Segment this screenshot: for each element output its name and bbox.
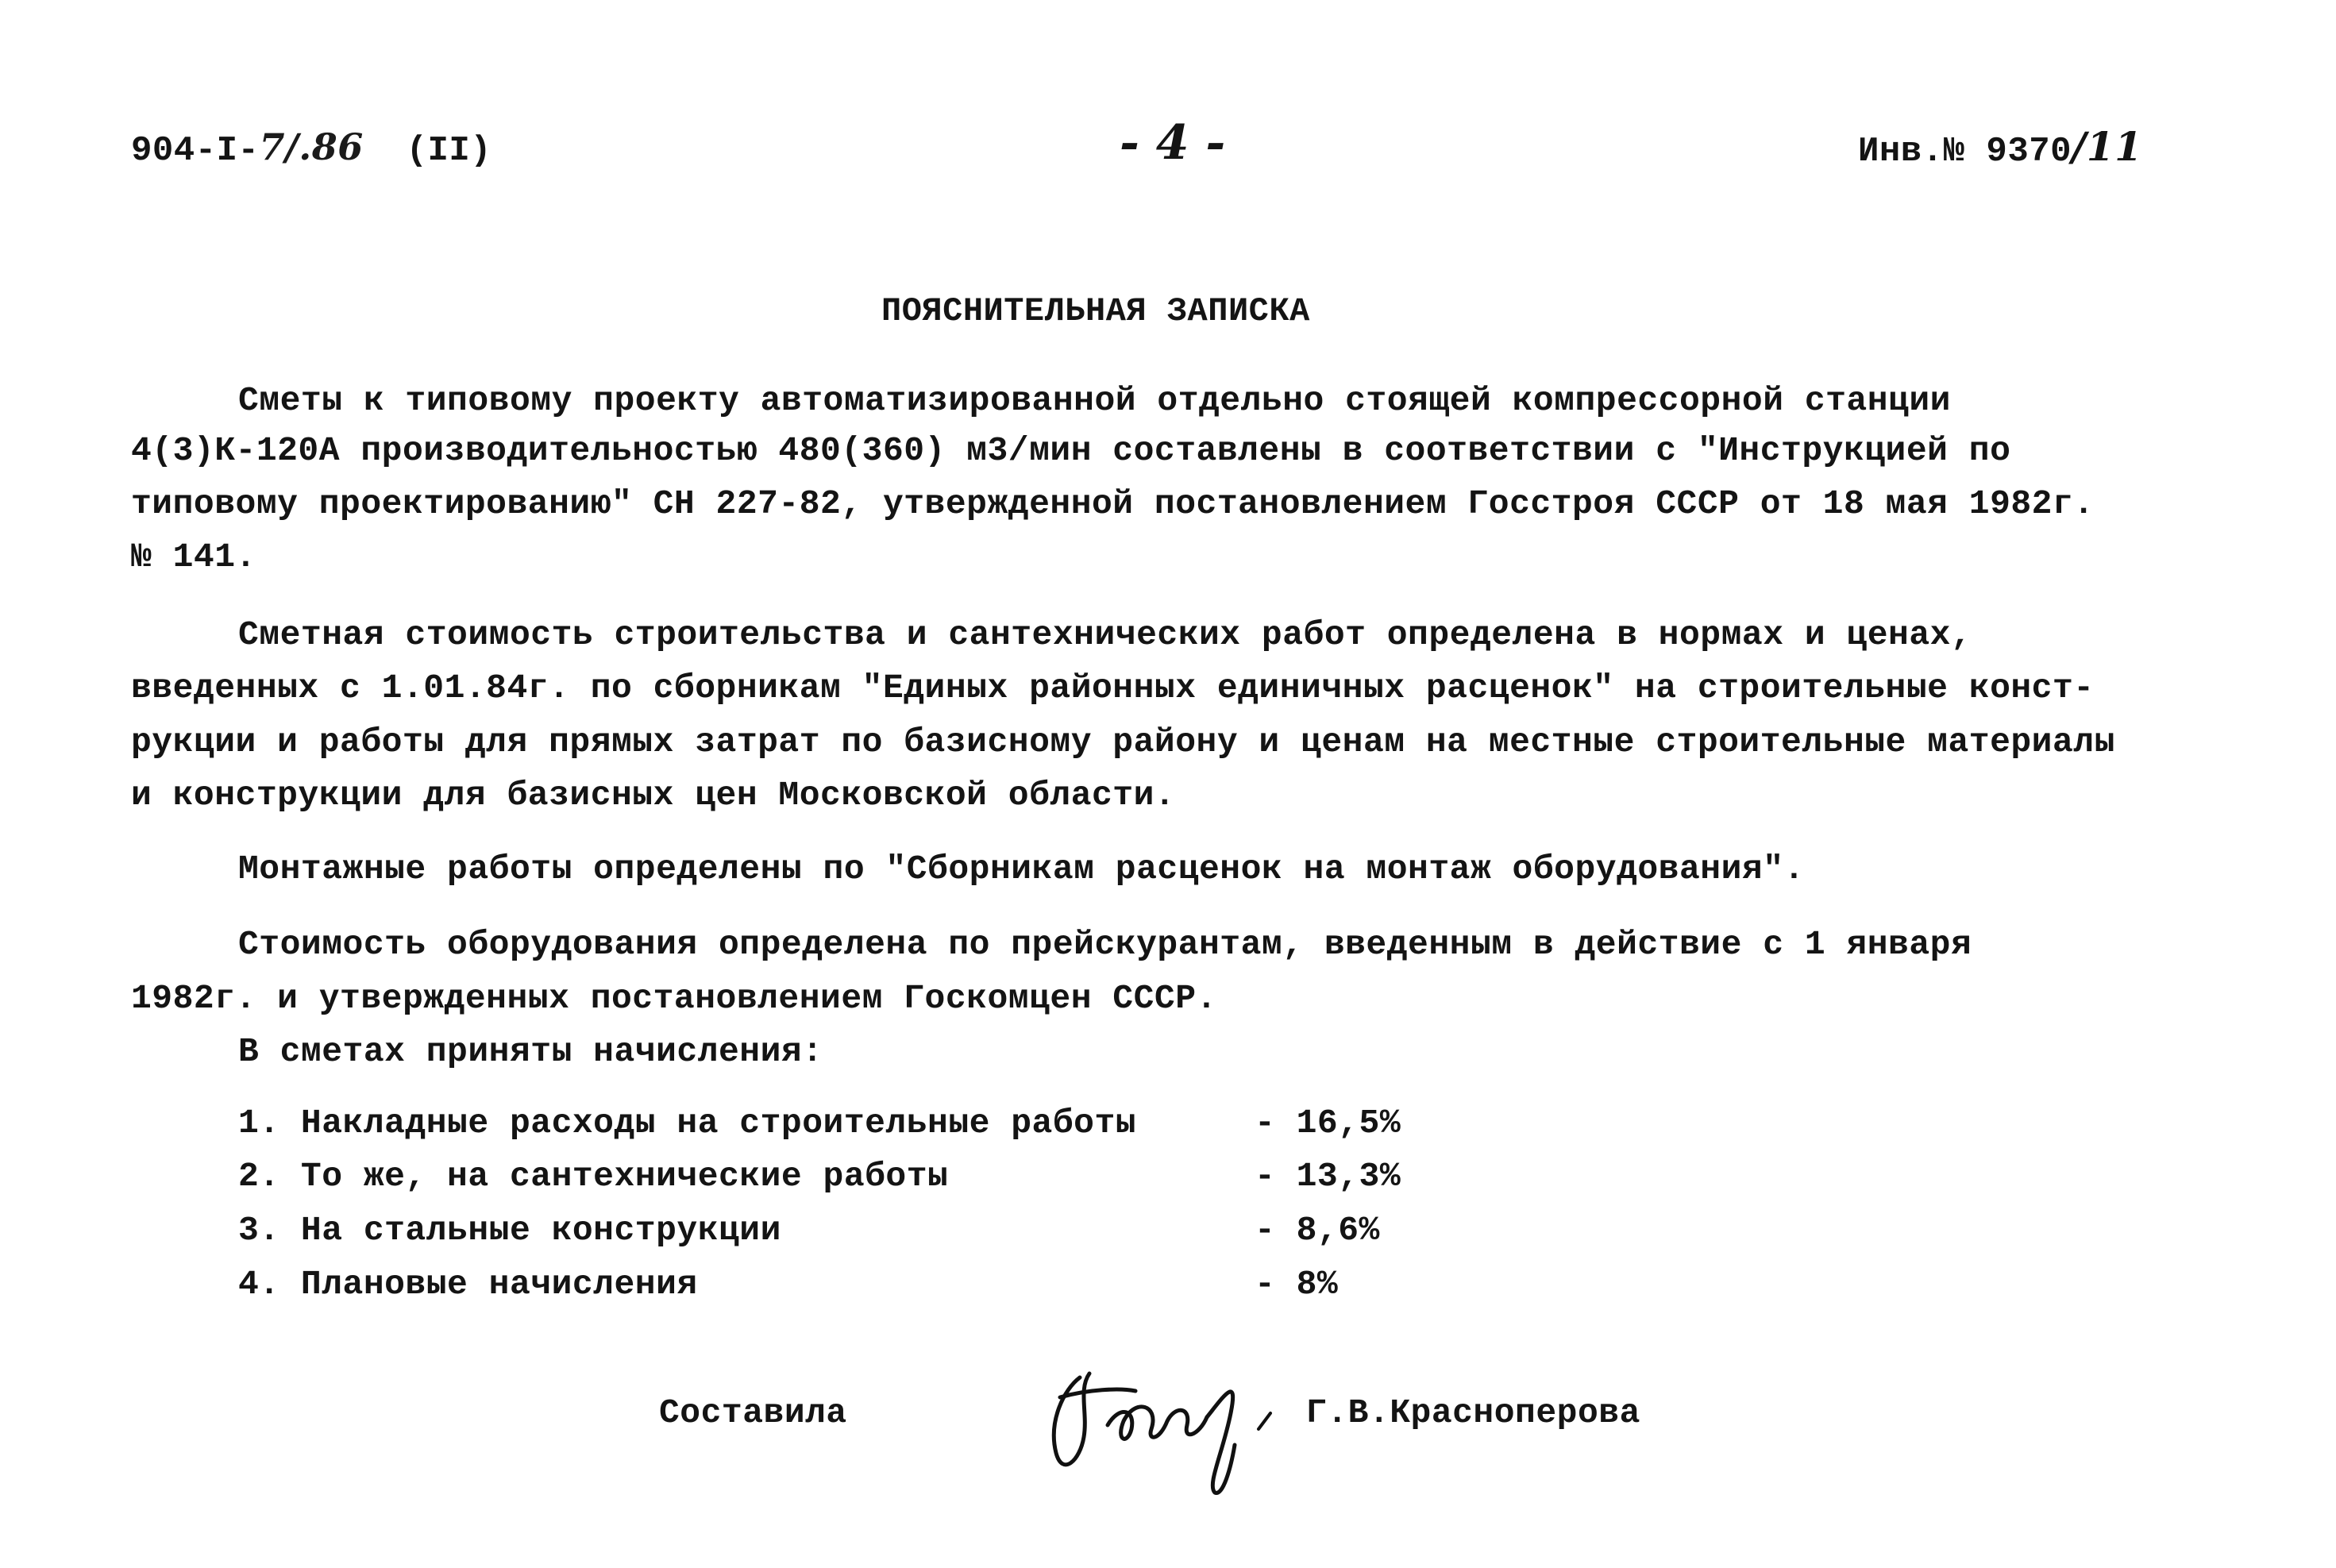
paragraph-4-line-2: 1982г. и утвержденных постановлением Госкомцен СССР.: [131, 979, 1217, 1018]
page-number: - 4 -: [1120, 115, 1226, 171]
charge-value: - 8,6%: [1255, 1211, 1380, 1250]
signature-scribble: [1032, 1342, 1286, 1501]
signature-role: Составила: [659, 1393, 847, 1432]
document-code-prefix: 904-I-: [131, 131, 260, 171]
paragraph-2-line-4: и конструкции для базисных цен Московской области.: [131, 776, 1176, 815]
charge-label: 4. Плановые начисления: [238, 1265, 698, 1304]
charge-value: - 16,5%: [1255, 1104, 1401, 1142]
handwritten-signature: [1032, 1342, 1286, 1501]
paragraph-2-line-2: введенных с 1.01.84г. по сборникам "Единых районных единичных расценок" на строительные конст-: [131, 668, 2095, 707]
document-code-handwritten: 7/.86: [259, 125, 364, 168]
charge-label: 3. На стальные конструкции: [238, 1211, 781, 1250]
inventory-handwritten: /11: [2072, 123, 2143, 170]
document-code-suffix: (II): [406, 131, 492, 171]
charges-intro: В сметах приняты начисления:: [238, 1032, 823, 1071]
paragraph-2-line-3: рукции и работы для прямых затрат по базисному району и ценам на местные строительные материалы: [131, 722, 2115, 761]
charge-label: 2. То же, на сантехнические работы: [238, 1157, 949, 1196]
document-code: [131, 119, 491, 175]
inventory-number: [1858, 119, 2142, 175]
paragraph-2-line-1: Сметная стоимость строительства и сантехнических работ определена в нормах и ценах,: [238, 615, 1972, 654]
paragraph-1-line-3: типовому проектированию" СН 227-82, утвержденной постановлением Госстроя СССР от 18 мая 1982г.: [131, 484, 2095, 523]
paragraph-1-line-2: 4(3)К-120А производительностью 480(360) м3/мин составлены в соответствии с "Инструкцией по: [131, 431, 2011, 470]
paragraph-1-line-1: Сметы к типовому проекту автоматизированной отдельно стоящей компрессорной станции: [238, 381, 1951, 420]
paragraph-1-line-4: № 141.: [131, 537, 256, 576]
signatory-name: Г.В.Красноперова: [1306, 1393, 1640, 1432]
paragraph-4-line-1: Стоимость оборудования определена по прейскурантам, введенным в действие с 1 января: [238, 925, 1972, 964]
paragraph-3-line-1: Монтажные работы определены по "Сборникам расценок на монтаж оборудования".: [238, 849, 1805, 888]
charge-value: - 8%: [1255, 1265, 1339, 1304]
page-title: ПОЯСНИТЕЛЬНАЯ ЗАПИСКА: [881, 292, 1310, 330]
inventory-label: Инв.№ 9370: [1858, 132, 2072, 171]
charge-label: 1. Накладные расходы на строительные работы: [238, 1104, 1137, 1142]
charge-value: - 13,3%: [1255, 1157, 1401, 1196]
